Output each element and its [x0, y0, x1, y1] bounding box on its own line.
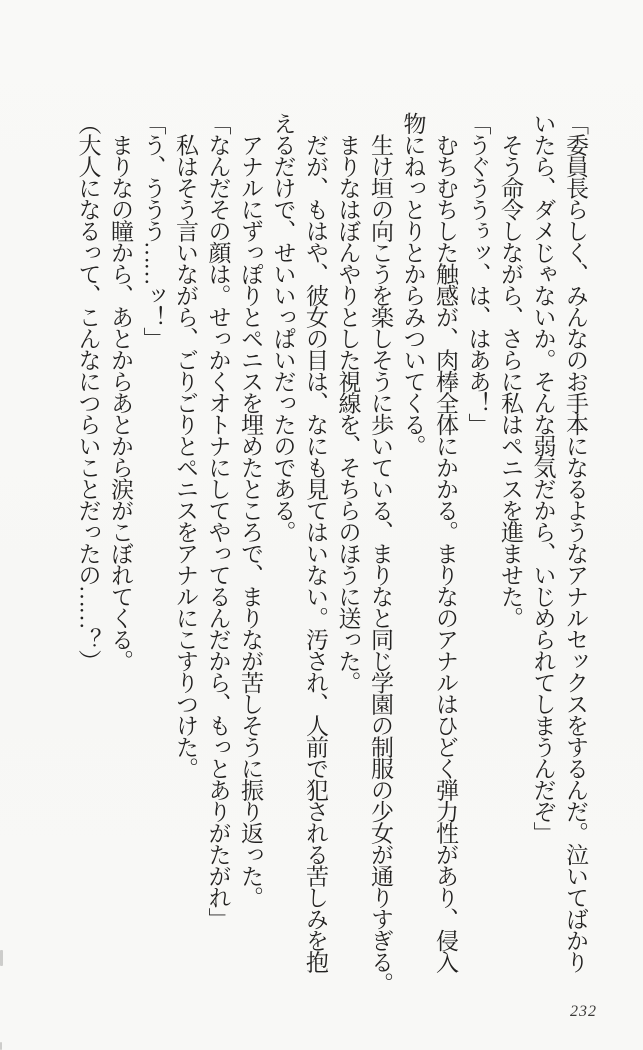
text-line: そう命令しながら、さらに私はペニスを進ませた。: [498, 112, 523, 628]
text-line: まりなはぼんやりとした視線を、そちらのほうに送った。: [335, 112, 361, 693]
text-line: 私はそう言いながら、ごりごりとペニスをアナルにこすりつけた。: [173, 112, 198, 779]
text-line: むちむちした触感が、肉棒全体にかかる。まりなのアナルはひどく弾力性があり、侵入: [433, 112, 458, 972]
text-block: [71, 112, 591, 1012]
scan-artifact: [0, 950, 3, 966]
text-line: （大人になるって、こんなにつらいことだったの……？）: [75, 112, 101, 671]
page-number: 232: [570, 1003, 597, 1020]
text-line: いたら、ダメじゃないか。そんな弱気だから、いじめられてしまうんだぞ」: [530, 112, 556, 843]
text-line: 物にねっとりとからみついてくる。: [400, 112, 426, 456]
text-line: 生け垣の向こうを楽しそうに歩いている、まりなと同じ学園の制服の少女が通りすぎる。: [368, 112, 393, 994]
text-line: 「うぐううぅッ、は、はああ！」: [465, 112, 491, 435]
text-line: えるだけで、せいいっぱいだったのである。: [270, 112, 296, 542]
text-line: 「なんだその顔は。せっかくオトナにしてやってるんだから、もっとありがたがれ」: [205, 112, 231, 929]
text-line: だが、もはや、彼女の目は、なにも見てはいない。汚され、人前で犯される苦しみを抱: [303, 112, 328, 972]
text-line: 「う、ううう……ッ！」: [140, 112, 166, 349]
text-line: 「委員長らしく、みんなのお手本になるようなアナルセックスをするんだ。泣いてばかり: [563, 112, 588, 972]
text-line: まりなの瞳から、あとからあとから涙がこぼれてくる。: [108, 112, 133, 671]
scan-artifact: [0, 1042, 2, 1050]
text-line: アナルにずっぽりとペニスを埋めたところで、まりなが苦しそうに振り返った。: [238, 112, 263, 908]
